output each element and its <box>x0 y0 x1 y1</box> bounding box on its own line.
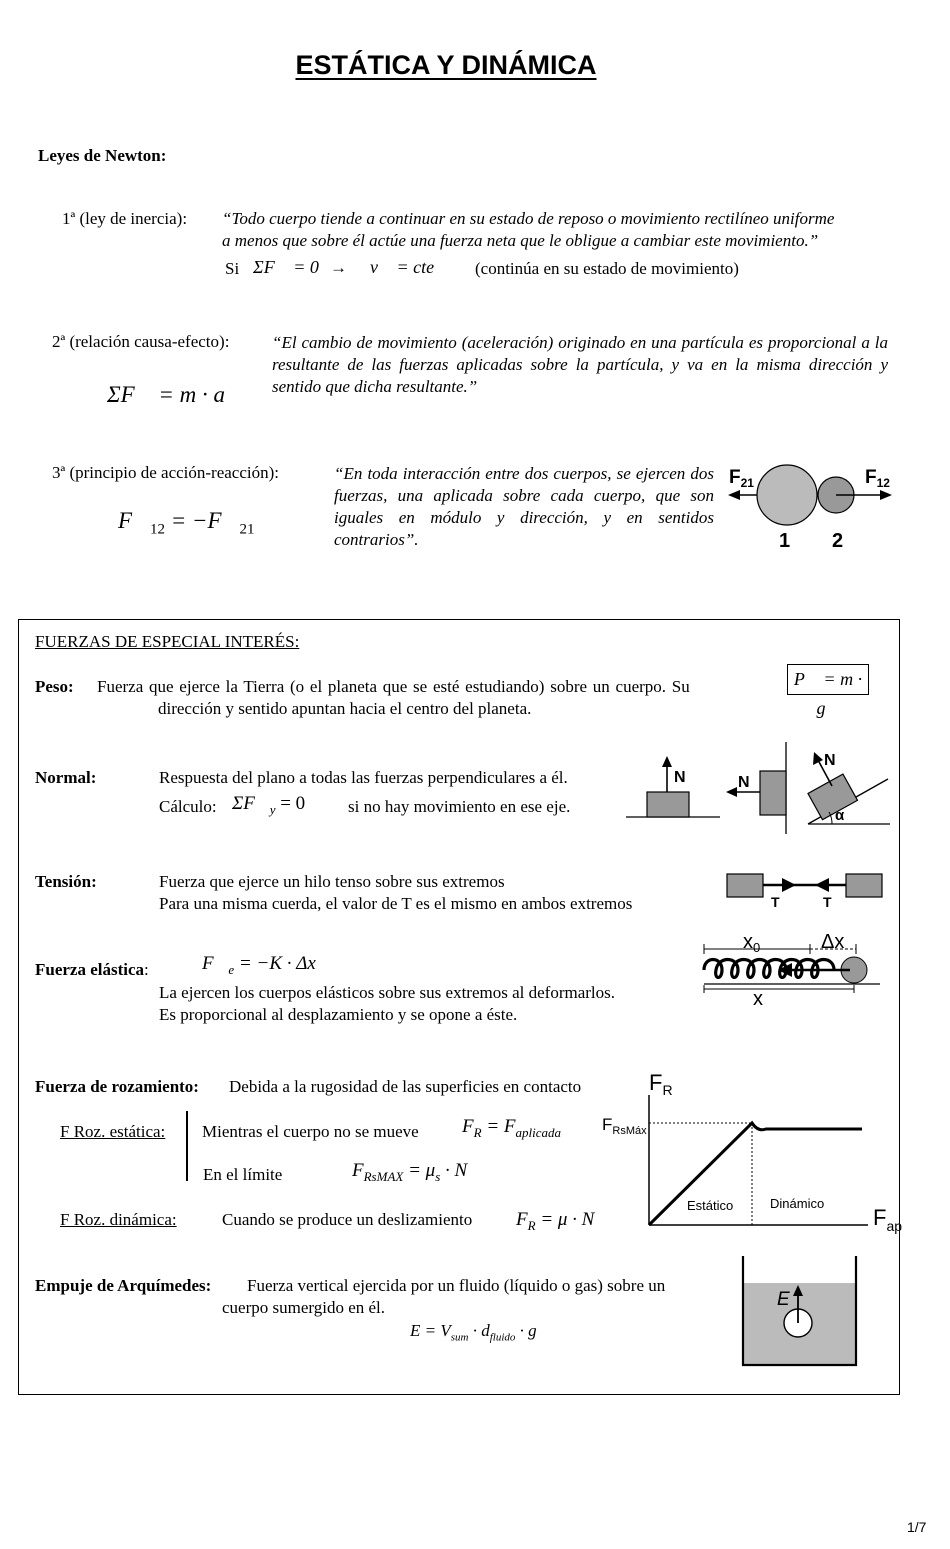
svg-text:F21: $F_{21}$ <box>729 467 754 490</box>
law1-condition: ΣF⃗ = 0 <box>253 257 319 277</box>
peso-label: Peso: <box>35 677 74 696</box>
peso-text-line2: dirección y sentido apuntan hacia el centro del planeta. <box>158 699 532 718</box>
static-friction-line1: Mientras el cuerpo no se mueve <box>202 1122 419 1141</box>
archimedes-text-line1: Fuerza vertical ejercida por un fluido (líquido o gas) sobre un <box>247 1276 666 1295</box>
peso-text-line1: Fuerza que ejerce la Tierra (o el planeta que se esté estudiando) sobre un cuerpo. Su <box>97 677 690 696</box>
dynamic-friction-label: F Roz. dinámica: <box>60 1210 177 1229</box>
law1-result: v⃗ = cte <box>370 257 435 277</box>
svg-text:1: 1 <box>779 530 791 552</box>
elastic-formula: $F⃗_e = -K$ · Δx⃗ <box>202 953 331 977</box>
law3-quote: “En toda interacción entre dos cuerpos, se ejercen dos fuerzas, una aplicada sobre cada cuerpo, que son iguales en módulo y dirección, y en sentidos contrarios”. <box>334 464 714 549</box>
chart-y-label: $F_R$ <box>649 1070 673 1098</box>
static-brace <box>186 1111 188 1181</box>
normal-text: Respuesta del plano a todas las fuerzas perpendiculares a él. <box>159 768 568 787</box>
svg-text:T: T <box>771 894 780 910</box>
arrow-right-icon <box>782 878 796 892</box>
svg-text:N: N <box>824 752 836 769</box>
newton-heading: Leyes de Newton: <box>38 146 167 165</box>
law1-quote-line2: a menos que sobre él actúe una fuerza neta que le obligue a cambiar este movimiento.” <box>222 231 819 250</box>
svg-text:α: α <box>835 807 845 824</box>
normal-calc-label: Cálculo: <box>159 797 217 816</box>
dynamic-friction-text: Cuando se produce un deslizamiento <box>222 1210 473 1229</box>
body-1-circle <box>757 465 817 525</box>
page-title: ESTÁTICA Y DINÁMICA <box>295 50 597 80</box>
archimedes-label: Empuje de Arquímedes: <box>35 1276 212 1295</box>
svg-text:x0: $x_0$ <box>743 931 761 955</box>
friction-text: Debida a la rugosidad de las superficies en contacto <box>229 1077 582 1096</box>
elastic-text-line2: Es proporcional al desplazamiento y se opone a éste. <box>159 1005 518 1024</box>
chart-x-label: $F_{ap}$ <box>873 1205 903 1234</box>
tension-text-line1: Fuerza que ejerce un hilo tenso sobre sus extremos <box>159 872 505 891</box>
archimedes-text-line2: cuerpo sumergido en él. <box>222 1298 386 1317</box>
law2-quote: “El cambio de movimiento (aceleración) originado en una partícula es proporcional a la resultante de las fuerzas aplicadas sobre la partícula, y va en la misma dirección y sentido que dicha resultante.” <box>272 333 888 396</box>
svg-text:Δx: Δx <box>821 931 845 953</box>
normal-label: Normal: <box>35 768 97 787</box>
spring-diagram <box>700 926 886 1010</box>
svg-text:T: T <box>823 894 832 910</box>
normal-diagrams <box>622 738 897 838</box>
svg-text:x: x <box>753 988 763 1010</box>
law3-label: 3ª (principio de acción-reacción): <box>52 463 279 482</box>
arrow-normal-icon <box>813 752 823 765</box>
svg-text:E: E <box>777 1289 790 1310</box>
friction-label: Fuerza de rozamiento: <box>35 1077 199 1096</box>
chart-region-dynamic: Dinámico <box>770 1196 825 1211</box>
svg-text:2: 2 <box>832 530 844 552</box>
law1-quote-line1: “Todo cuerpo tiende a continuar en su estado de reposo o movimiento rectilíneo uniforme <box>222 209 835 228</box>
chart-region-static: Estático <box>687 1198 734 1213</box>
archimedes-formula: $E = V_{sum} \cdot d_{fluido} \cdot g$ <box>410 1321 537 1344</box>
tension-diagram <box>722 865 887 913</box>
law1-note: (continúa en su estado de movimiento) <box>475 259 739 278</box>
page-number: 1/7 <box>907 1519 927 1535</box>
normal-calc-note: si no hay movimiento en ese eje. <box>348 797 571 816</box>
arrow-right-icon <box>880 490 892 500</box>
law2-formula: ΣF⃗ = m · a⃗ <box>107 382 243 407</box>
archimedes-diagram <box>735 1252 865 1372</box>
action-reaction-diagram <box>720 455 900 560</box>
arrow-left-icon <box>728 490 740 500</box>
static-friction-formula1: $F_R = F_{aplicada}$ <box>462 1116 561 1140</box>
elastic-label: Fuerza elástica: <box>35 960 149 979</box>
dynamic-friction-formula: $F_R = \mu \cdot N$ <box>516 1209 595 1233</box>
law1-label: 1ª (ley de inercia): <box>62 209 188 228</box>
chart-max-label: $F_{RsMáx}$ <box>602 1115 647 1137</box>
elastic-text-line1: La ejercen los cuerpos elásticos sobre sus extremos al deformarlos. <box>159 983 616 1002</box>
arrow-left-icon <box>815 878 829 892</box>
peso-formula: P⃗ = m · g⃗ <box>787 664 869 695</box>
tension-text-line2: Para una misma cuerda, el valor de T es el mismo en ambos extremos <box>159 894 633 913</box>
law2-label: 2ª (relación causa-efecto): <box>52 332 230 351</box>
arrow-left-icon <box>726 787 737 797</box>
law1-si: Si <box>225 259 240 278</box>
svg-text:F12: $F_{12}$ <box>865 467 890 490</box>
friction-chart <box>600 1066 903 1236</box>
spring-coil-icon <box>704 960 834 978</box>
static-friction-line2: En el límite <box>203 1165 283 1184</box>
svg-text:N: N <box>674 769 686 786</box>
tension-label: Tensión: <box>35 872 97 891</box>
arrow-up-icon <box>662 756 672 767</box>
forces-heading: FUERZAS DE ESPECIAL INTERÉS: <box>35 632 300 651</box>
friction-curve <box>649 1123 862 1225</box>
normal-calc-formula: $\Sigma F⃗_y = 0$ <box>232 793 306 817</box>
law1-arrow: → <box>330 258 347 277</box>
static-friction-label: F Roz. estática: <box>60 1122 166 1141</box>
law3-formula: $F⃗_{12}$ = $-F⃗_{21}$ <box>118 508 255 538</box>
static-friction-formula2: $F_{RsMAX} = \mu_s \cdot N$ <box>352 1160 468 1184</box>
svg-text:N: N <box>738 774 750 791</box>
